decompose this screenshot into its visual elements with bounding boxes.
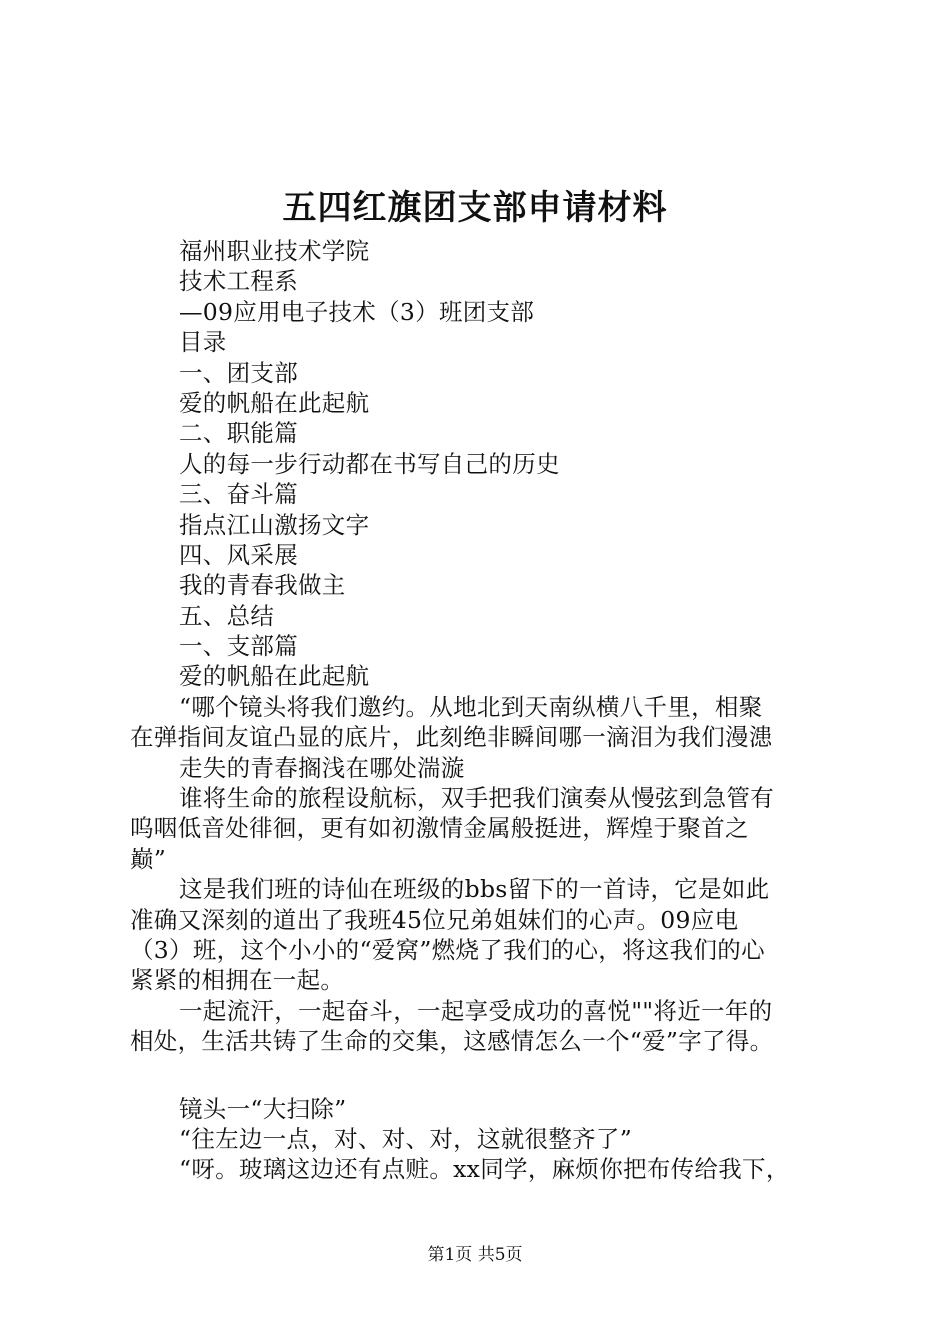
text-line: 紧紧的相拥在一起。 [130, 966, 345, 995]
text-line: 爱的帆船在此起航 [179, 388, 370, 417]
text-line: 一、支部篇 [179, 632, 298, 661]
text-line: 一起流汗，一起奋斗，一起享受成功的喜悦""将近一年的 [179, 996, 773, 1025]
text-line: 目录 [179, 328, 227, 357]
text-line: —09应用电子技术（3）班团支部 [179, 297, 535, 326]
text-line: 爱的帆船在此起航 [179, 662, 370, 691]
text-line: 技术工程系 [179, 267, 298, 296]
text-line: 巅” [130, 844, 167, 873]
text-line: 这是我们班的诗仙在班级的bbs留下的一首诗，它是如此 [179, 875, 770, 904]
page-footer: 第1页 共5页 [427, 1245, 523, 1265]
text-line: 人的每一步行动都在书写自己的历史 [179, 449, 560, 478]
text-line: 呜咽低音处徘徊，更有如初激情金属般挺进，辉煌于聚首之 [130, 814, 749, 843]
text-line: 一、团支部 [179, 358, 298, 387]
text-line: 镜头一“大扫除” [179, 1094, 347, 1123]
text-line: 我的青春我做主 [179, 571, 346, 600]
text-line: “呀。玻璃这边还有点赃。xx同学，麻烦你把布传给我下， [179, 1155, 790, 1184]
text-line: 谁将生命的旅程设航标，双手把我们演奏从慢弦到急管有 [179, 784, 774, 813]
text-line: 相处，生活共铸了生命的交集，这感情怎么一个“爱”字了得。 [130, 1027, 774, 1056]
text-line: “往左边一点，对、对、对，这就很整齐了” [179, 1124, 633, 1153]
document-body [130, 236, 842, 1185]
text-line: 走失的青春搁浅在哪处湍漩 [179, 753, 465, 782]
paragraph-gap [130, 1057, 842, 1094]
text-line: 福州职业技术学院 [179, 237, 370, 265]
text-line: （3）班，这个小小的“爱窝”燃烧了我们的心，将这我们的心 [130, 935, 765, 964]
text-line: 五、总结 [179, 601, 275, 630]
document-title: 五四红旗团支部申请材料 [282, 188, 668, 228]
text-line: 四、风采展 [179, 540, 298, 569]
text-line: 指点江山激扬文字 [179, 510, 370, 539]
text-line: 准确又深刻的道出了我班45位兄弟姐妹们的心声。09应电 [130, 905, 739, 934]
text-line: 二、职能篇 [179, 419, 298, 448]
text-line: 三、奋斗篇 [179, 480, 298, 509]
text-line: “哪个镜头将我们邀约。从地北到天南纵横八千里，相聚 [179, 692, 763, 721]
text-line: 在弹指间友谊凸显的底片，此刻绝非瞬间哪一滴泪为我们漫漶 [130, 723, 773, 752]
